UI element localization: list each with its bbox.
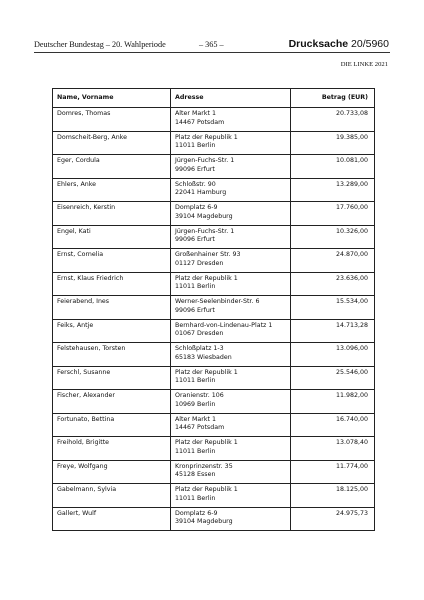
address-street: Platz der Republik 1 [175, 133, 238, 141]
cell-name: Ferschl, Susanne [53, 366, 171, 390]
cell-amount: 19.385,00 [291, 131, 375, 155]
address-city: 39104 Magdeburg [175, 212, 233, 220]
table-row [53, 249, 375, 273]
cell-name: Eger, Cordula [53, 155, 171, 179]
cell-address [171, 319, 291, 343]
address-city: 01127 Dresden [175, 259, 224, 267]
table-row [53, 155, 375, 179]
address-city: 11011 Berlin [175, 494, 216, 502]
cell-address [171, 507, 291, 531]
cell-address [171, 390, 291, 414]
cell-amount: 13.078,40 [291, 437, 375, 461]
cell-amount: 24.870,00 [291, 249, 375, 273]
table-row [53, 484, 375, 508]
cell-amount: 11.774,00 [291, 460, 375, 484]
cell-amount: 11.982,00 [291, 390, 375, 414]
cell-address [171, 155, 291, 179]
page-number: – 365 – [199, 40, 224, 49]
address-city: 99096 Erfurt [175, 236, 215, 244]
table-row [53, 366, 375, 390]
cell-name: Fischer, Alexander [53, 390, 171, 414]
address-city: 99096 Erfurt [175, 306, 215, 314]
cell-amount: 20.733,08 [291, 108, 375, 132]
address-city: 11011 Berlin [175, 447, 216, 455]
address-city: 14467 Potsdam [175, 424, 225, 432]
cell-address [171, 484, 291, 508]
cell-amount: 25.546,00 [291, 366, 375, 390]
address-city: 39104 Magdeburg [175, 518, 233, 526]
cell-name: Eisenreich, Kerstin [53, 202, 171, 226]
cell-amount: 16.740,00 [291, 413, 375, 437]
cell-name: Felstehausen, Torsten [53, 343, 171, 367]
cell-name: Domres, Thomas [53, 108, 171, 132]
cell-amount: 10.081,00 [291, 155, 375, 179]
document-label: Drucksache [288, 38, 349, 50]
cell-name: Feiks, Antje [53, 319, 171, 343]
cell-name: Domscheit-Berg, Anke [53, 131, 171, 155]
column-header-name: Name, Vorname [53, 89, 171, 108]
cell-address [171, 178, 291, 202]
donations-table [52, 88, 375, 531]
cell-address [171, 343, 291, 367]
cell-address [171, 296, 291, 320]
address-city: 45128 Essen [175, 471, 216, 479]
cell-address [171, 249, 291, 273]
table-row [53, 437, 375, 461]
cell-amount: 15.534,00 [291, 296, 375, 320]
address-street: Platz der Republik 1 [175, 368, 238, 376]
address-city: 11011 Berlin [175, 142, 216, 150]
cell-amount: 24.975,73 [291, 507, 375, 531]
address-street: Platz der Republik 1 [175, 439, 238, 446]
table-row [53, 343, 375, 367]
table-row [53, 460, 375, 484]
table-row [53, 225, 375, 249]
cell-address [171, 202, 291, 226]
cell-address [171, 108, 291, 132]
address-city: 01067 Dresden [175, 330, 224, 338]
address-city: 22041 Hamburg [175, 189, 227, 197]
cell-name: Gabelmann, Sylvia [53, 484, 171, 508]
address-street: Schloßstr. 90 [175, 180, 216, 188]
cell-address [171, 225, 291, 249]
cell-name: Ernst, Klaus Friedrich [53, 272, 171, 296]
cell-name: Gallert, Wulf [53, 507, 171, 531]
address-street: Schloßplatz 1-3 [175, 345, 224, 352]
cell-address [171, 131, 291, 155]
cell-address [171, 437, 291, 461]
address-street: Platz der Republik 1 [175, 274, 238, 282]
cell-amount: 13.096,00 [291, 343, 375, 367]
table-row [53, 390, 375, 414]
column-header-amount: Betrag (EUR) [291, 89, 375, 108]
address-street: Werner-Seelenbinder-Str. 6 [175, 298, 260, 305]
header-title: Deutscher Bundestag – 20. Wahlperiode [34, 40, 166, 49]
cell-address [171, 272, 291, 296]
cell-amount: 13.289,00 [291, 178, 375, 202]
address-street: Jürgen-Fuchs-Str. 1 [175, 227, 235, 235]
address-street: Platz der Republik 1 [175, 486, 238, 493]
cell-amount: 17.760,00 [291, 202, 375, 226]
table-row [53, 272, 375, 296]
address-city: 65183 Wiesbaden [175, 353, 232, 361]
table-header-row [53, 89, 375, 108]
address-city: 11011 Berlin [175, 283, 216, 291]
cell-name: Ernst, Cornelia [53, 249, 171, 273]
address-street: Oranienstr. 106 [175, 392, 224, 399]
address-street: Bernhard-von-Lindenau-Platz 1 [175, 321, 273, 329]
address-street: Alter Markt 1 [175, 415, 216, 423]
cell-amount: 14.713,28 [291, 319, 375, 343]
table-row [53, 131, 375, 155]
cell-amount: 10.326,00 [291, 225, 375, 249]
address-street: Domplatz 6-9 [175, 204, 218, 211]
document-id: 20/5960 [351, 38, 389, 50]
address-street: Jürgen-Fuchs-Str. 1 [175, 157, 235, 164]
cell-name: Feierabend, Ines [53, 296, 171, 320]
cell-address [171, 366, 291, 390]
table-row [53, 108, 375, 132]
header-rule [34, 52, 390, 53]
table-row [53, 319, 375, 343]
address-city: 14467 Potsdam [175, 118, 225, 126]
address-street: Alter Markt 1 [175, 110, 216, 117]
cell-name: Fortunato, Bettina [53, 413, 171, 437]
address-city: 99096 Erfurt [175, 165, 215, 173]
cell-name: Freihold, Brigitte [53, 437, 171, 461]
address-city: 11011 Berlin [175, 377, 216, 385]
cell-amount: 18.125,00 [291, 484, 375, 508]
address-street: Domplatz 6-9 [175, 509, 218, 517]
address-street: Großenhainer Str. 93 [175, 251, 241, 258]
cell-name: Freye, Wolfgang [53, 460, 171, 484]
table-row [53, 507, 375, 531]
address-street: Kronprinzenstr. 35 [175, 462, 233, 470]
table-row [53, 296, 375, 320]
cell-amount: 23.636,00 [291, 272, 375, 296]
cell-name: Engel, Kati [53, 225, 171, 249]
column-header-address: Adresse [171, 89, 291, 108]
table-row [53, 202, 375, 226]
address-city: 10969 Berlin [175, 400, 216, 408]
document-number [289, 38, 389, 50]
party-year-label: DIE LINKE 2021 [340, 61, 388, 68]
table-row [53, 178, 375, 202]
table-row [53, 413, 375, 437]
cell-address [171, 413, 291, 437]
cell-address [171, 460, 291, 484]
cell-name: Ehlers, Anke [53, 178, 171, 202]
